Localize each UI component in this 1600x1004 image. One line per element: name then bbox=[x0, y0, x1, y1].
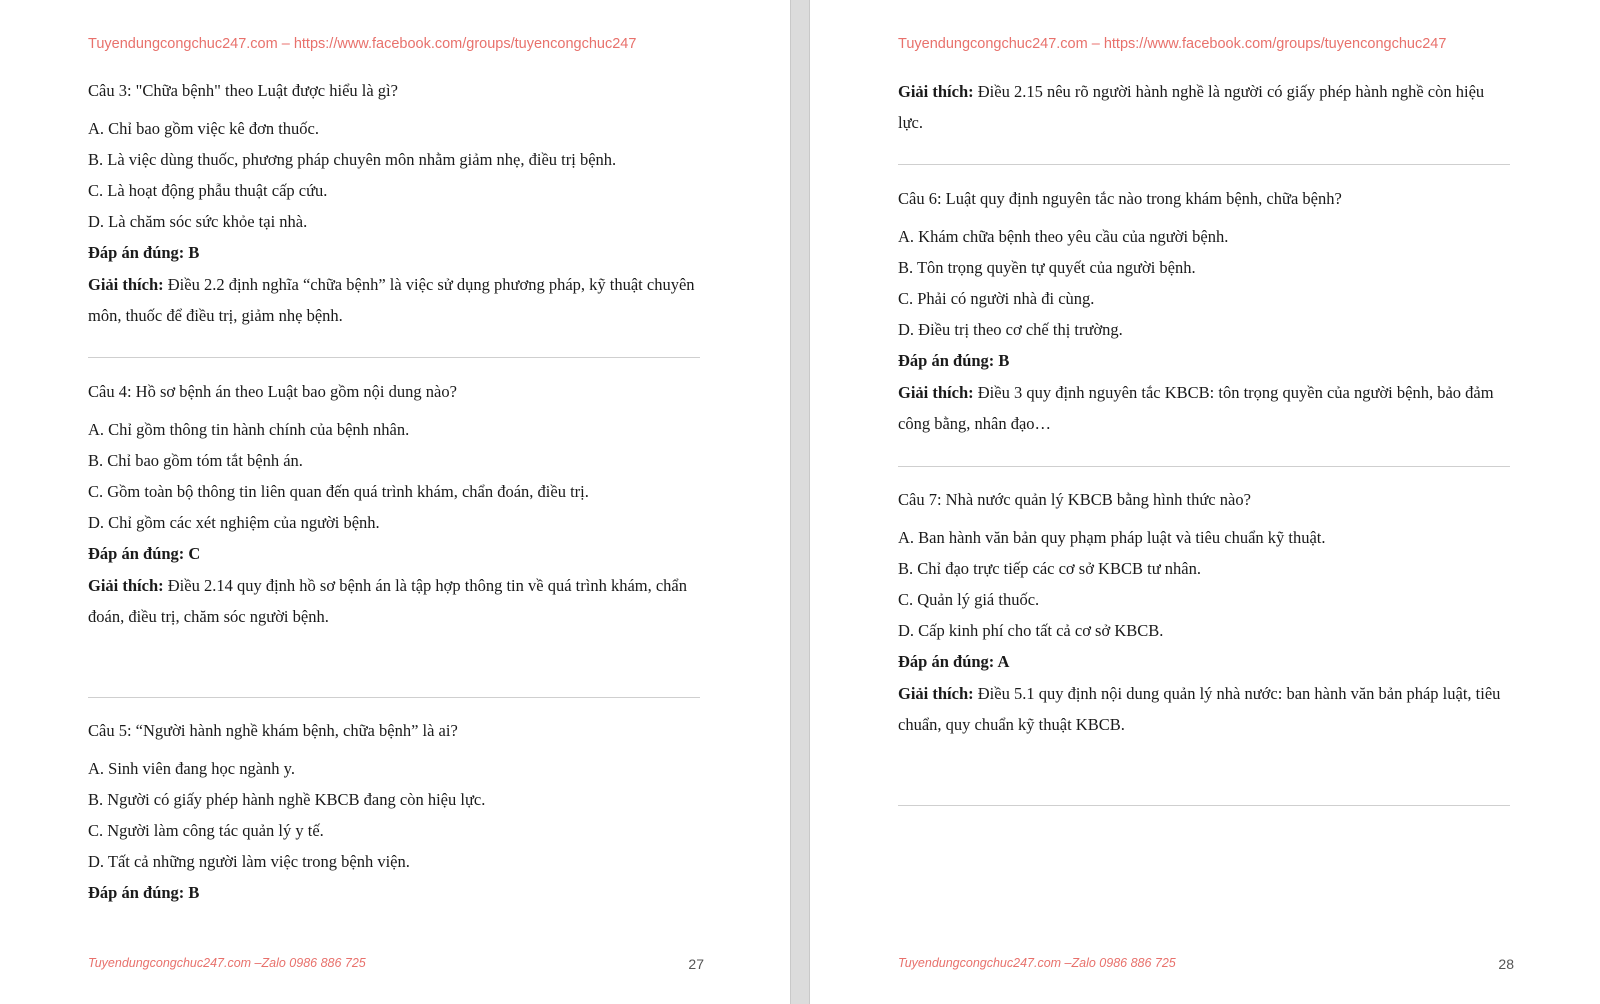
q4-option-a: A. Chỉ gồm thông tin hành chính của bệnh nhân. bbox=[88, 420, 410, 439]
page-number: 28 bbox=[1498, 956, 1514, 972]
page-header: Tuyendungcongchuc247.com – https://www.facebook.com/groups/tuyencongchuc247 bbox=[88, 36, 637, 52]
page-27 bbox=[0, 0, 790, 1004]
q7-option-d: D. Cấp kinh phí cho tất cả cơ sở KBCB. bbox=[898, 621, 1164, 640]
q4-explanation bbox=[88, 570, 703, 632]
question-4: Câu 4: Hồ sơ bệnh án theo Luật bao gồm nội dung nào? bbox=[88, 382, 457, 401]
page-28 bbox=[810, 0, 1600, 1004]
q7-option-c: C. Quản lý giá thuốc. bbox=[898, 590, 1040, 609]
q6-option-a: A. Khám chữa bệnh theo yêu cầu của người bệnh. bbox=[898, 227, 1229, 246]
q3-option-c: C. Là hoạt động phẫu thuật cấp cứu. bbox=[88, 181, 328, 200]
question-7: Câu 7: Nhà nước quản lý KBCB bằng hình thức nào? bbox=[898, 490, 1251, 509]
q5-option-d: D. Tất cả những người làm việc trong bệnh viện. bbox=[88, 852, 410, 871]
section-divider bbox=[898, 466, 1510, 467]
q3-explanation bbox=[88, 269, 703, 331]
q5-option-b: B. Người có giấy phép hành nghề KBCB đang còn hiệu lực. bbox=[88, 790, 486, 809]
answer-value: A bbox=[997, 652, 1010, 671]
answer-value: C bbox=[188, 544, 201, 563]
answer-label: Đáp án đúng: bbox=[898, 652, 998, 671]
question-6: Câu 6: Luật quy định nguyên tắc nào trong khám bệnh, chữa bệnh? bbox=[898, 189, 1342, 208]
answer-value: B bbox=[188, 243, 200, 262]
page-header: Tuyendungcongchuc247.com – https://www.facebook.com/groups/tuyencongchuc247 bbox=[898, 36, 1447, 52]
page-footer: Tuyendungcongchuc247.com –Zalo 0986 886 725 bbox=[898, 956, 1176, 970]
q3-option-d: D. Là chăm sóc sức khỏe tại nhà. bbox=[88, 212, 308, 231]
explanation-text: Điều 2.15 nêu rõ người hành nghề là người có giấy phép hành nghề còn hiệu lực. bbox=[898, 82, 1485, 132]
answer-label: Đáp án đúng: bbox=[88, 883, 189, 902]
q6-answer bbox=[898, 350, 1513, 372]
explanation-text: Điều 2.2 định nghĩa “chữa bệnh” là việc sử dụng phương pháp, kỹ thuật chuyên môn, thuốc để điều trị, giảm nhẹ bệnh. bbox=[88, 275, 695, 325]
q6-option-d: D. Điều trị theo cơ chế thị trường. bbox=[898, 320, 1123, 339]
section-divider bbox=[88, 357, 700, 358]
answer-value: B bbox=[998, 351, 1010, 370]
q6-explanation bbox=[898, 377, 1513, 439]
answer-label: Đáp án đúng: bbox=[898, 351, 999, 370]
explanation-text: Điều 3 quy định nguyên tắc KBCB: tôn trọng quyền của người bệnh, bảo đảm công bằng, nhân đạo… bbox=[898, 383, 1494, 433]
q7-explanation bbox=[898, 678, 1513, 740]
page-footer: Tuyendungcongchuc247.com –Zalo 0986 886 725 bbox=[88, 956, 366, 970]
explanation-label: Giải thích: bbox=[898, 82, 974, 101]
question-3: Câu 3: "Chữa bệnh" theo Luật được hiểu là gì? bbox=[88, 81, 398, 100]
answer-label: Đáp án đúng: bbox=[88, 544, 189, 563]
q6-option-c: C. Phải có người nhà đi cùng. bbox=[898, 289, 1095, 308]
q4-option-d: D. Chỉ gồm các xét nghiệm của người bệnh. bbox=[88, 513, 380, 532]
explanation-text: Điều 2.14 quy định hồ sơ bệnh án là tập hợp thông tin về quá trình khám, chẩn đoán, điều trị, chăm sóc người bệnh. bbox=[88, 576, 687, 626]
q4-option-c: C. Gồm toàn bộ thông tin liên quan đến quá trình khám, chẩn đoán, điều trị. bbox=[88, 482, 589, 501]
q4-answer bbox=[88, 543, 703, 565]
page-gutter bbox=[790, 0, 810, 1004]
q5-explanation bbox=[898, 76, 1513, 138]
q5-option-c: C. Người làm công tác quản lý y tế. bbox=[88, 821, 324, 840]
q5-option-a: A. Sinh viên đang học ngành y. bbox=[88, 759, 295, 778]
section-divider bbox=[898, 164, 1510, 165]
section-divider bbox=[898, 805, 1510, 806]
q4-option-b: B. Chỉ bao gồm tóm tắt bệnh án. bbox=[88, 451, 303, 470]
q7-answer bbox=[898, 651, 1513, 673]
explanation-label: Giải thích: bbox=[898, 684, 974, 703]
q7-option-a: A. Ban hành văn bản quy phạm pháp luật và tiêu chuẩn kỹ thuật. bbox=[898, 528, 1326, 547]
explanation-label: Giải thích: bbox=[898, 383, 974, 402]
q3-answer bbox=[88, 242, 703, 264]
q6-option-b: B. Tôn trọng quyền tự quyết của người bệnh. bbox=[898, 258, 1196, 277]
explanation-text: Điều 5.1 quy định nội dung quản lý nhà nước: ban hành văn bản pháp luật, tiêu chuẩn, quy chuẩn kỹ thuật KBCB. bbox=[898, 684, 1501, 734]
q3-option-a: A. Chỉ bao gồm việc kê đơn thuốc. bbox=[88, 119, 319, 138]
q5-answer bbox=[88, 882, 703, 904]
q3-option-b: B. Là việc dùng thuốc, phương pháp chuyên môn nhằm giảm nhẹ, điều trị bệnh. bbox=[88, 150, 617, 169]
explanation-label: Giải thích: bbox=[88, 576, 164, 595]
section-divider bbox=[88, 697, 700, 698]
answer-value: B bbox=[188, 883, 200, 902]
explanation-label: Giải thích: bbox=[88, 275, 164, 294]
answer-label: Đáp án đúng: bbox=[88, 243, 189, 262]
page-number: 27 bbox=[688, 956, 704, 972]
q7-option-b: B. Chỉ đạo trực tiếp các cơ sở KBCB tư nhân. bbox=[898, 559, 1201, 578]
question-5: Câu 5: “Người hành nghề khám bệnh, chữa bệnh” là ai? bbox=[88, 721, 458, 740]
